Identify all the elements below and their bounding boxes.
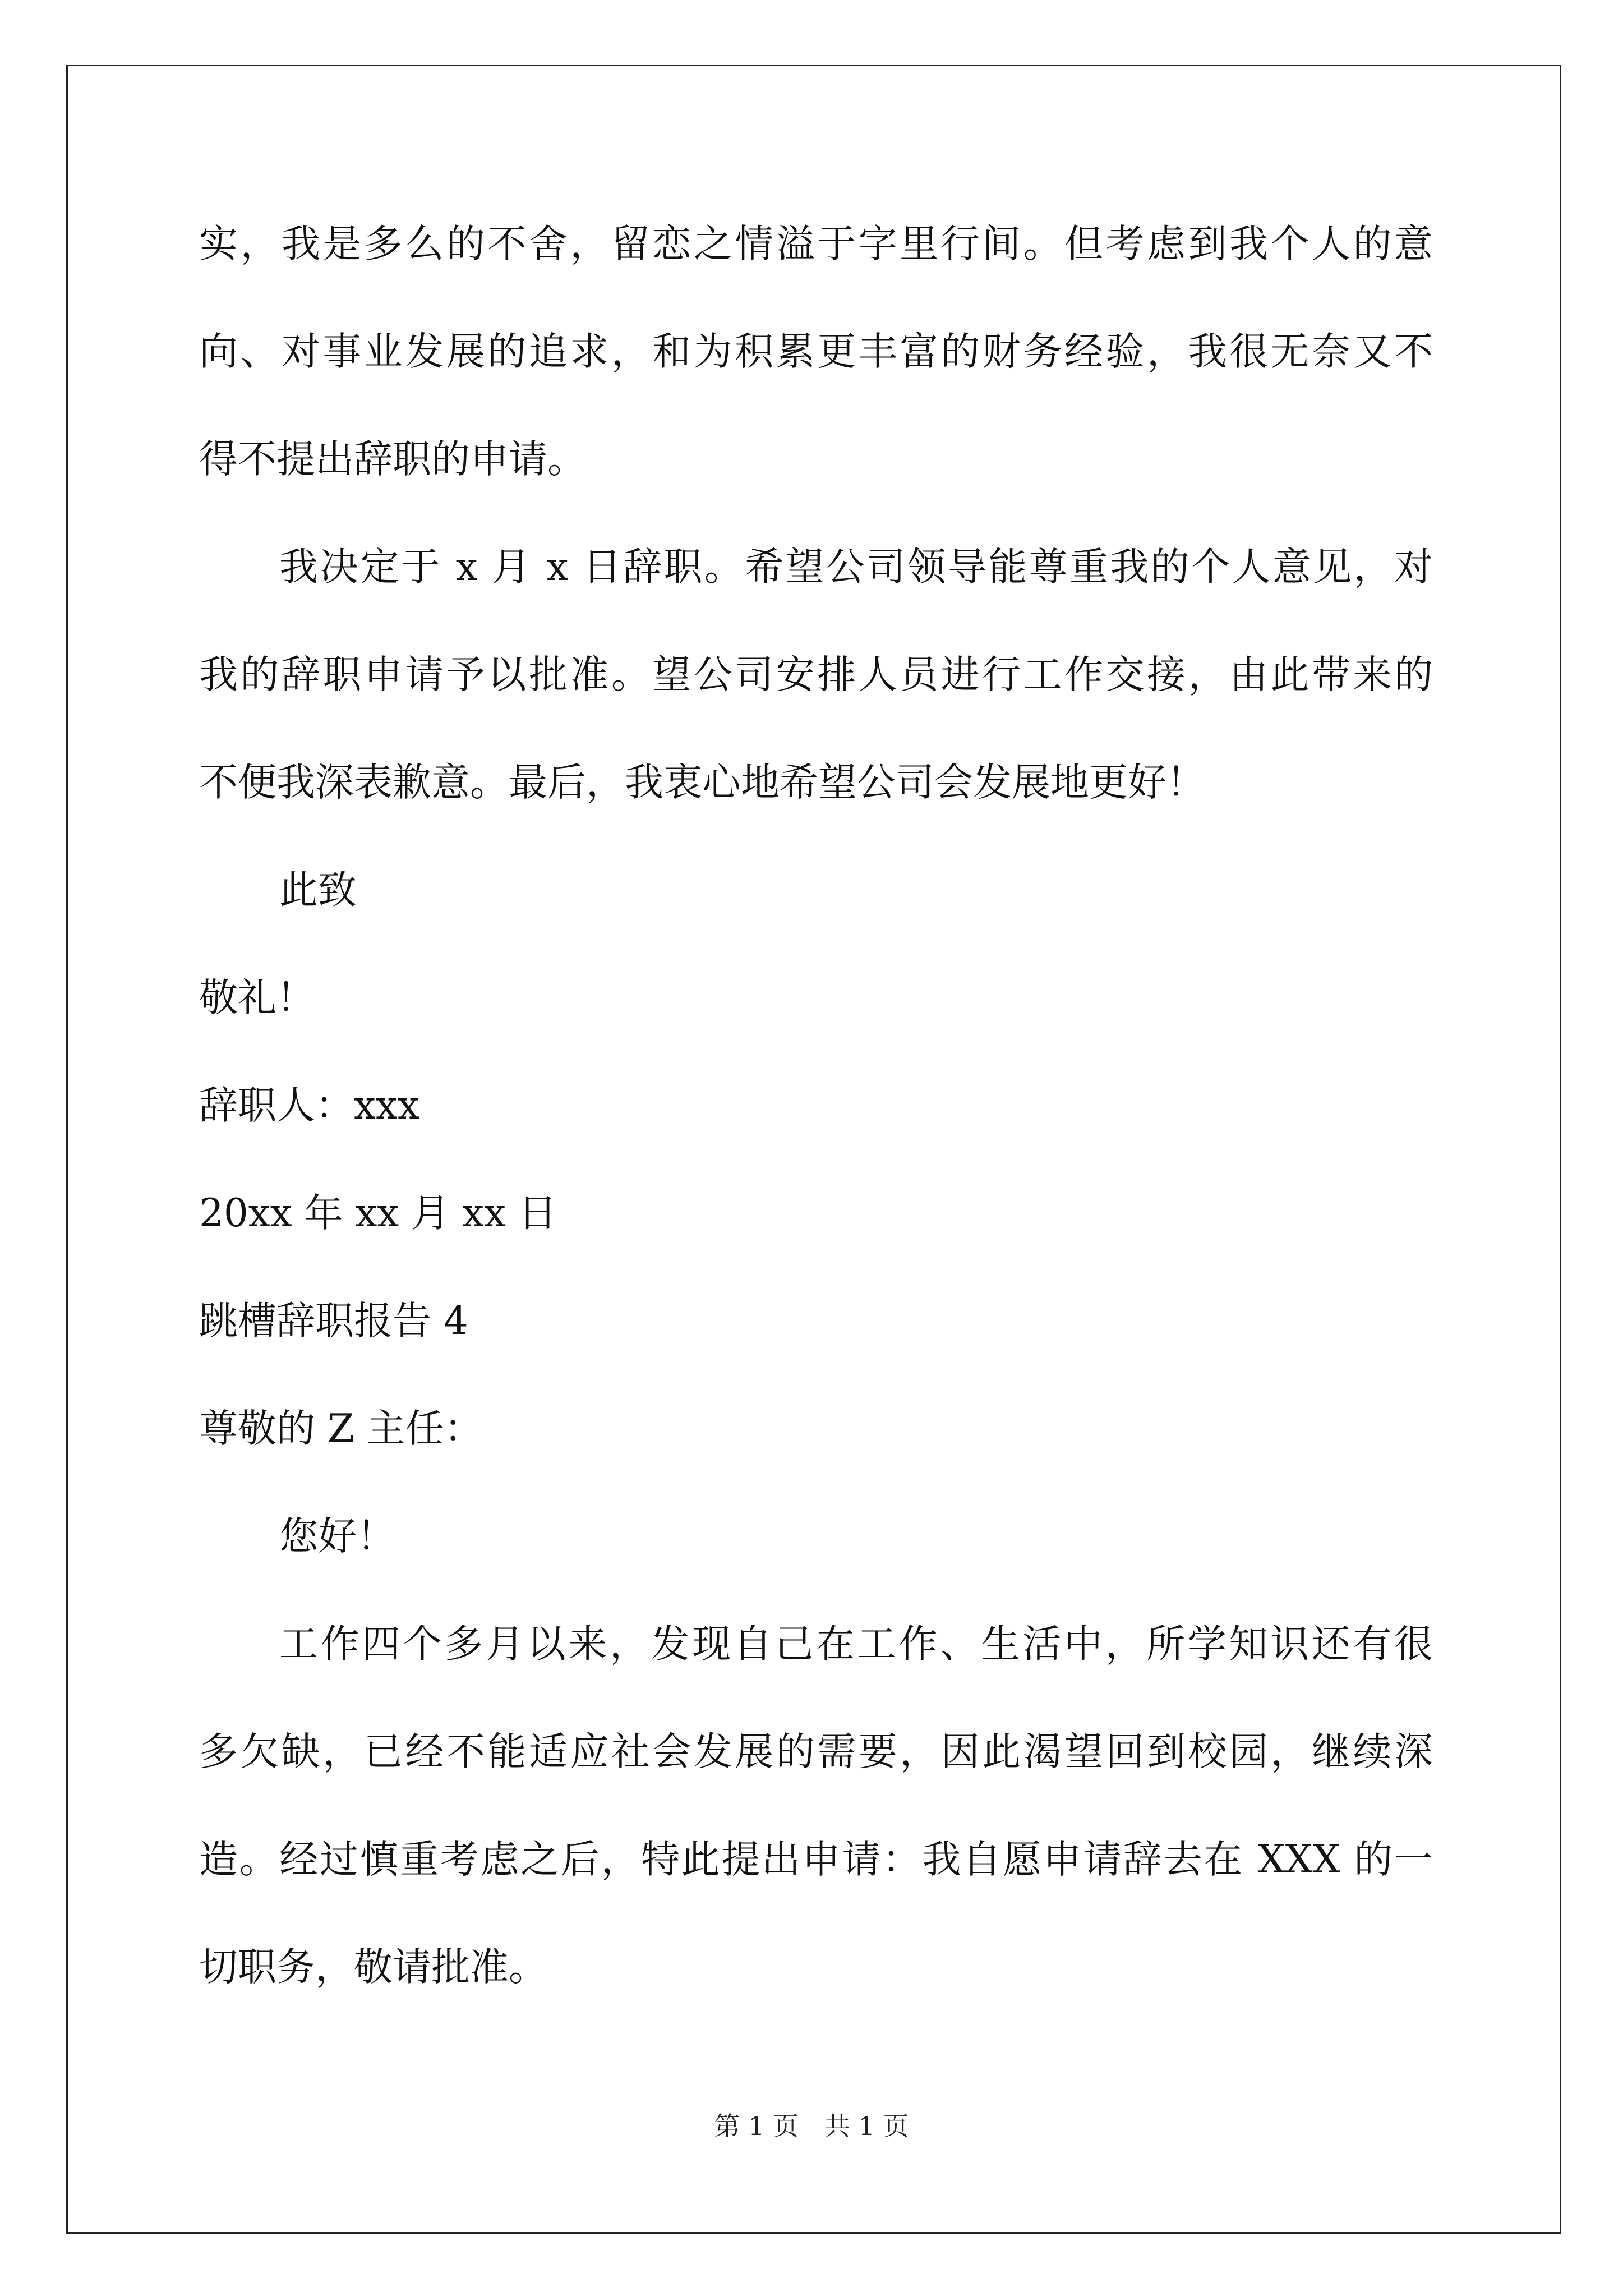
paragraph-line: 多欠缺，已经不能适应社会发展的需要，因此渴望回到校园，继续深 [199,1729,1433,1774]
section-title: 跳槽辞职报告 4 [199,1299,468,1343]
paragraph-line: 我决定于 x 月 x 日辞职。希望公司领导能尊重我的个人意见，对 [279,545,1433,590]
paragraph-line: 造。经过慎重考虑之后，特此提出申请：我自愿申请辞去在 XXX 的一 [199,1837,1433,1882]
greeting: 您好！ [279,1514,395,1559]
paragraph-line: 实，我是多么的不舍，留恋之情溢于字里行间。但考虑到我个人的意 [199,222,1433,266]
paragraph-line: 工作四个多月以来，发现自己在工作、生活中，所学知识还有很 [279,1622,1433,1667]
closing-regards: 敬礼！ [199,976,315,1020]
paragraph-line: 不便我深表歉意。最后，我衷心地希望公司会发展地更好！ [199,760,1205,805]
signature-name: 辞职人：xxx [199,1083,419,1128]
closing-salutation: 此致 [279,868,357,913]
paragraph-line: 得不提出辞职的申请。 [199,437,586,482]
signature-date: 20xx 年 xx 月 xx 日 [199,1191,557,1236]
paragraph-line: 向、对事业发展的追求，和为积累更丰富的财务经验，我很无奈又不 [199,329,1433,374]
addressee: 尊敬的 Z 主任： [199,1406,483,1451]
page-number-footer: 第 1 页 共 1 页 [714,2111,909,2141]
paragraph-line: 我的辞职申请予以批准。望公司安排人员进行工作交接，由此带来的 [199,652,1433,697]
document-body [199,222,1433,2053]
paragraph-line: 切职务，敬请批准。 [199,1945,547,1990]
